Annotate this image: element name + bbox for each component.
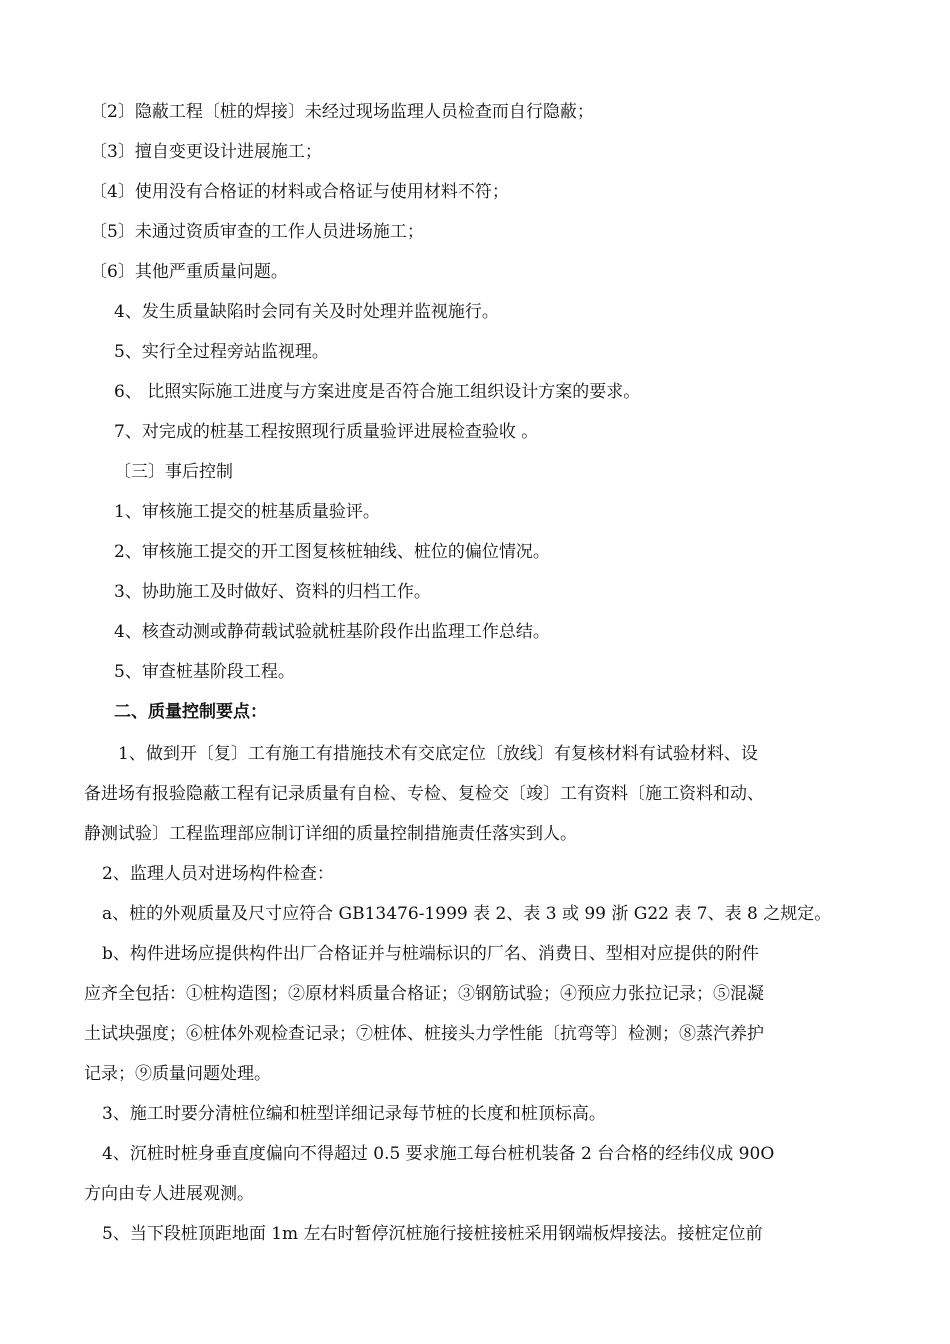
section-heading-post-control: 〔三〕事后控制	[114, 462, 233, 482]
line-22: b、构件进场应提供构件出厂合格证并与桩端标识的厂名、消费日、型相对应提供的附件	[102, 944, 759, 964]
line-8: 6、 比照实际施工进度与方案进度是否符合施工组织设计方案的要求。	[114, 382, 641, 402]
line-27: 4、沉桩时桩身垂直度偏向不得超过 0.5 要求施工每台桩机装备 2 台合格的经纬仪成 90O	[102, 1144, 775, 1164]
line-1: 〔2〕隐蔽工程〔桩的焊接〕未经过现场监理人员检查而自行隐蔽；	[90, 102, 594, 122]
line-17: 1、做到开〔复〕工有施工有措施技术有交底定位〔放线〕有复核材料有试验材料、设	[118, 744, 758, 764]
line-13: 3、协助施工及时做好、资料的归档工作。	[114, 582, 431, 602]
line-2: 〔3〕擅自变更设计进展施工；	[90, 142, 322, 162]
line-15: 5、审查桩基阶段工程。	[114, 662, 295, 682]
line-19: 静测试验〕工程监理部应制订详细的质量控制措施责任落实到人。	[84, 824, 577, 844]
line-4: 〔5〕未通过资质审查的工作人员进场施工；	[90, 222, 424, 242]
section-heading-quality-points: 二、质量控制要点：	[114, 702, 267, 722]
line-29: 5、当下段桩顶距地面 1m 左右时暂停沉桩施行接桩接桩采用钢端板焊接法。接桩定位前	[102, 1224, 763, 1244]
line-3: 〔4〕使用没有合格证的材料或合格证与使用材料不符；	[90, 182, 509, 202]
line-23: 应齐全包括：①桩构造图；②原材料质量合格证；③钢筋试验；④预应力张拉记录；⑤混凝	[84, 984, 764, 1004]
line-21: a、桩的外观质量及尺寸应符合 GB13476-1999 表 2、表 3 或 99 浙 G22 表 7、表 8 之规定。	[102, 904, 832, 924]
line-24: 土试块强度；⑥桩体外观检查记录；⑦桩体、桩接头力学性能〔抗弯等〕检测；⑧蒸汽养护	[84, 1024, 764, 1044]
line-12: 2、审核施工提交的开工图复核桩轴线、桩位的偏位情况。	[114, 542, 550, 562]
line-25: 记录；⑨质量问题处理。	[84, 1064, 271, 1084]
line-11: 1、审核施工提交的桩基质量验评。	[114, 502, 380, 522]
line-20: 2、监理人员对进场构件检查：	[102, 864, 334, 884]
line-18: 备进场有报验隐蔽工程有记录质量有自检、专检、复检交〔竣〕工有资料〔施工资料和动、	[84, 784, 764, 804]
line-9: 7、对完成的桩基工程按照现行质量验评进展检查验收 。	[114, 422, 539, 442]
line-28: 方向由专人进展观测。	[84, 1184, 254, 1204]
line-26: 3、施工时要分清桩位编和桩型详细记录每节桩的长度和桩顶标高。	[102, 1104, 606, 1124]
line-14: 4、核查动测或静荷载试验就桩基阶段作出监理工作总结。	[114, 622, 550, 642]
line-6: 4、发生质量缺陷时会同有关及时处理并监视施行。	[114, 302, 499, 322]
line-5: 〔6〕其他严重质量问题。	[90, 262, 288, 282]
line-7: 5、实行全过程旁站监视理。	[114, 342, 329, 362]
